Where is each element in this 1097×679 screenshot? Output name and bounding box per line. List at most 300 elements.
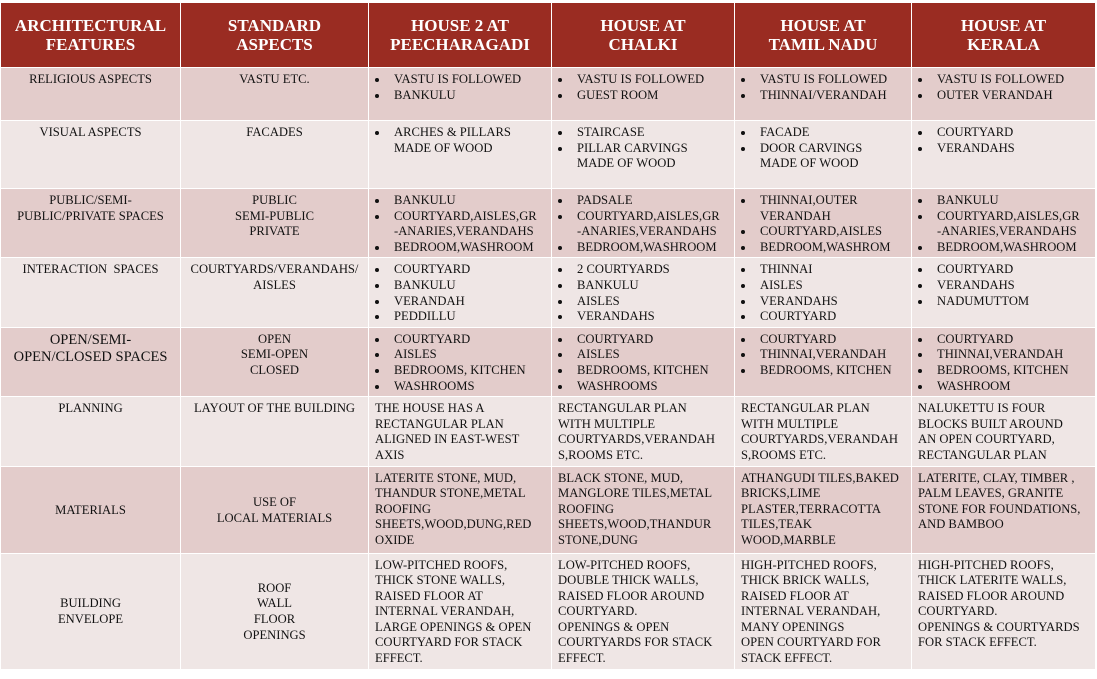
list-item xyxy=(740,309,909,325)
item-line: VERANDAH xyxy=(760,208,831,223)
cell-line: RAISED FLOOR AT xyxy=(741,588,849,603)
cell-line: RAISED FLOOR AROUND xyxy=(558,588,705,603)
cell-line: PUBLIC/PRIVATE SPACES xyxy=(17,208,164,223)
tamilnadu-cell xyxy=(735,553,912,669)
cell-line: AXIS xyxy=(375,447,405,462)
header-line: HOUSE AT xyxy=(780,16,866,35)
bullet-list xyxy=(552,189,734,257)
list-item xyxy=(557,240,732,256)
cell-line: STONE,DUNG xyxy=(558,532,638,547)
cell-line: COURTYARDS FOR STACK xyxy=(558,635,713,650)
header-architectural-features xyxy=(1,3,181,68)
chalki-cell xyxy=(552,327,735,396)
cell-line: OPENINGS & OPEN xyxy=(558,619,670,634)
list-item xyxy=(557,125,732,141)
cell-line: WALL xyxy=(257,596,292,611)
list-item xyxy=(740,141,909,172)
cell-line: ENVELOPE xyxy=(57,612,124,627)
cell-line: AND BAMBOO xyxy=(918,517,1004,532)
item-line: FACADE xyxy=(760,125,810,139)
cell-line: ROOFING xyxy=(375,501,431,516)
list-item xyxy=(740,240,909,256)
cell-line: OPEN/SEMI- xyxy=(49,331,132,348)
cell-line: S,ROOMS ETC. xyxy=(741,447,827,462)
item-line: BANKULU xyxy=(394,193,456,207)
item-line: BANKULU xyxy=(577,277,639,292)
item-line: COURTYARD xyxy=(394,331,471,346)
item-line: VASTU IS FOLLOWED xyxy=(760,72,888,86)
cell-line: LATERITE, CLAY, TIMBER , xyxy=(918,470,1075,485)
chalki-cell xyxy=(552,397,735,466)
item-line: MADE OF WOOD xyxy=(394,140,493,155)
bullet-list xyxy=(735,189,911,257)
list-item xyxy=(374,88,549,104)
tamilnadu-cell xyxy=(735,466,912,553)
item-line: BEDROOMS, KITCHEN xyxy=(760,362,892,377)
cell-line: RELIGIOUS ASPECTS xyxy=(29,72,152,86)
cell-line: HIGH-PITCHED ROOFS, xyxy=(918,557,1054,572)
feature-cell xyxy=(1,466,181,553)
item-line: BANKULU xyxy=(394,277,456,292)
cell-line: VISUAL ASPECTS xyxy=(39,125,142,139)
cell-line: RECTANGULAR PLAN xyxy=(741,401,870,416)
list-item xyxy=(374,262,549,278)
item-line: WASHROOMS xyxy=(394,378,475,393)
cell-line: INTERNAL VERANDAH, xyxy=(741,604,881,619)
item-line: BEDROOM,WASHROOM xyxy=(937,239,1077,254)
cell-line: OPEN COURTYARD FOR xyxy=(741,635,881,650)
aspect-cell xyxy=(181,327,369,396)
cell-line: ROOFING xyxy=(558,501,614,516)
cell-line: THICK LATERITE WALLS, xyxy=(918,573,1067,588)
peecharagadi-cell xyxy=(369,466,552,553)
list-item xyxy=(917,88,1093,104)
list-item xyxy=(374,294,549,310)
list-item xyxy=(917,332,1093,348)
list-item xyxy=(557,88,732,104)
cell-line: INTERNAL VERANDAH, xyxy=(375,604,515,619)
cell-line: LATERITE STONE, MUD, xyxy=(375,470,517,485)
header-line: FEATURES xyxy=(45,35,136,54)
list-item xyxy=(740,193,909,224)
cell-line: TILES,TEAK xyxy=(741,517,812,532)
bullet-list xyxy=(369,189,551,257)
item-line: COURTYARD xyxy=(760,309,837,324)
feature-cell xyxy=(1,397,181,466)
cell-line: ALIGNED IN EAST-WEST xyxy=(375,432,520,447)
chalki-cell xyxy=(552,68,735,121)
list-item xyxy=(374,125,549,156)
item-line: PILLAR CARVINGS xyxy=(577,140,688,155)
kerala-cell xyxy=(912,553,1096,669)
item-line: COURTYARD xyxy=(937,125,1014,139)
header-row xyxy=(1,3,1096,68)
header-line: ARCHITECTURAL xyxy=(14,16,167,35)
chalki-cell xyxy=(552,553,735,669)
item-line: VASTU IS FOLLOWED xyxy=(937,72,1065,86)
item-line: -ANARIES,VERANDAHS xyxy=(577,224,717,239)
list-item xyxy=(557,347,732,363)
header-line: CHALKI xyxy=(608,35,678,54)
cell-line: OPENINGS & COURTYARDS xyxy=(918,619,1080,634)
header-house-peecharagadi xyxy=(369,3,552,68)
item-line: THINNAI,VERANDAH xyxy=(937,347,1064,362)
bullet-list xyxy=(552,258,734,326)
list-item xyxy=(740,88,909,104)
cell-line: THICK STONE WALLS, xyxy=(375,573,506,588)
list-item xyxy=(740,294,909,310)
cell-line: THE HOUSE HAS A xyxy=(375,401,485,416)
list-item xyxy=(374,347,549,363)
item-line: NADUMUTTOM xyxy=(937,293,1030,308)
header-line: HOUSE 2 AT xyxy=(411,16,509,35)
cell-line: THICK BRICK WALLS, xyxy=(741,573,870,588)
item-line: COURTYARD,AISLES,GR xyxy=(394,208,537,223)
cell-line: RECTANGULAR PLAN xyxy=(558,401,687,416)
cell-line: MATERIALS xyxy=(55,502,126,517)
item-line: COURTYARD xyxy=(577,331,654,346)
item-line: THINNAI,VERANDAH xyxy=(760,347,887,362)
list-item xyxy=(740,363,909,379)
list-item xyxy=(917,262,1093,278)
peecharagadi-cell xyxy=(369,189,552,258)
list-item xyxy=(917,240,1093,256)
item-line: AISLES xyxy=(577,293,620,308)
header-house-kerala xyxy=(912,3,1096,68)
bullet-list xyxy=(552,68,734,105)
cell-line: OPEN xyxy=(258,331,291,346)
table-row-building-envelope xyxy=(1,553,1096,669)
item-line: PEDDILLU xyxy=(394,309,456,324)
bullet-list xyxy=(912,68,1095,105)
item-line: -ANARIES,VERANDAHS xyxy=(937,224,1077,239)
item-line: COURTYARD xyxy=(937,262,1014,277)
cell-line: WITH MULTIPLE xyxy=(558,416,656,431)
cell-line: OPEN/CLOSED SPACES xyxy=(13,348,168,365)
cell-line: PRIVATE xyxy=(249,224,300,239)
cell-line: ROOF xyxy=(257,580,292,595)
bullet-list xyxy=(912,189,1095,257)
list-item xyxy=(557,262,732,278)
list-item xyxy=(557,141,732,172)
cell-line: LARGE OPENINGS & OPEN xyxy=(375,619,532,634)
peecharagadi-cell xyxy=(369,258,552,327)
tamilnadu-cell xyxy=(735,189,912,258)
item-line: BEDROOM,WASHROOM xyxy=(394,239,534,254)
list-item xyxy=(740,125,909,141)
item-line: COURTYARD xyxy=(937,331,1014,346)
cell-line: FACADES xyxy=(246,125,303,139)
list-item xyxy=(917,347,1093,363)
bullet-list xyxy=(369,328,551,396)
cell-line: FLOOR xyxy=(253,612,296,627)
cell-line: BRICKS,LIME xyxy=(741,486,821,501)
list-item xyxy=(917,141,1093,157)
bullet-list xyxy=(912,121,1095,158)
cell-line: NALUKETTU IS FOUR xyxy=(918,401,1046,416)
kerala-cell xyxy=(912,466,1096,553)
cell-line: BLOCKS BUILT AROUND xyxy=(918,416,1063,431)
cell-line: LOW-PITCHED ROOFS, xyxy=(375,557,508,572)
cell-line: S,ROOMS ETC. xyxy=(558,447,644,462)
kerala-cell xyxy=(912,189,1096,258)
feature-cell xyxy=(1,121,181,189)
item-line: VERANDAHS xyxy=(760,293,838,308)
tamilnadu-cell xyxy=(735,327,912,396)
kerala-cell xyxy=(912,121,1096,189)
cell-line: USE OF xyxy=(252,494,297,509)
item-line: BEDROOMS, KITCHEN xyxy=(577,362,709,377)
item-line: AISLES xyxy=(394,347,437,362)
cell-line: FOR STACK EFFECT. xyxy=(918,635,1037,650)
item-line: BANKULU xyxy=(394,87,456,102)
aspect-cell xyxy=(181,553,369,669)
item-line: BANKULU xyxy=(937,193,999,207)
list-item xyxy=(740,262,909,278)
header-line: PEECHARAGADI xyxy=(390,35,530,54)
header-line: HOUSE AT xyxy=(600,16,686,35)
cell-line: OXIDE xyxy=(375,532,415,547)
table-row-open-closed-spaces xyxy=(1,327,1096,396)
chalki-cell xyxy=(552,466,735,553)
kerala-cell xyxy=(912,327,1096,396)
list-item xyxy=(557,363,732,379)
list-item xyxy=(917,72,1093,88)
feature-cell xyxy=(1,327,181,396)
cell-line: COURTYARD FOR STACK xyxy=(375,635,523,650)
list-item xyxy=(740,224,909,240)
list-item xyxy=(917,278,1093,294)
cell-line: BLACK STONE, MUD, xyxy=(558,470,684,485)
cell-line: MANY OPENINGS xyxy=(741,619,845,634)
list-item xyxy=(374,379,549,395)
item-line: BEDROOM,WASHROM xyxy=(760,239,891,254)
list-item xyxy=(374,278,549,294)
cell-line: PLASTER,TERRACOTTA xyxy=(741,501,881,516)
item-line: BEDROOM,WASHROOM xyxy=(577,239,717,254)
table-row-visual-aspects xyxy=(1,121,1096,189)
cell-line: SEMI-PUBLIC xyxy=(234,208,315,223)
chalki-cell xyxy=(552,258,735,327)
cell-line: ATHANGUDI TILES,BAKED xyxy=(741,470,899,485)
cell-line: AN OPEN COURTYARD, xyxy=(918,432,1055,447)
peecharagadi-cell xyxy=(369,397,552,466)
feature-cell xyxy=(1,68,181,121)
header-line: STANDARD xyxy=(227,16,322,35)
cell-line: WITH MULTIPLE xyxy=(741,416,839,431)
aspect-cell xyxy=(181,189,369,258)
item-line: VASTU IS FOLLOWED xyxy=(394,72,522,86)
aspect-cell xyxy=(181,258,369,327)
cell-line: CLOSED xyxy=(250,362,299,377)
bullet-list xyxy=(552,328,734,396)
header-line: KERALA xyxy=(967,35,1040,54)
list-item xyxy=(917,363,1093,379)
list-item xyxy=(557,72,732,88)
item-line: THINNAI/VERANDAH xyxy=(760,87,887,102)
cell-line: DOUBLE THICK WALLS, xyxy=(558,573,699,588)
item-line: PADSALE xyxy=(577,193,633,207)
list-item xyxy=(374,209,549,240)
bullet-list xyxy=(912,258,1095,311)
peecharagadi-cell xyxy=(369,121,552,189)
item-line: VERANDAH xyxy=(394,293,465,308)
cell-line: AISLES xyxy=(253,277,296,292)
item-line: WASHROOM xyxy=(937,378,1011,393)
cell-line: HIGH-PITCHED ROOFS, xyxy=(741,557,877,572)
bullet-list xyxy=(912,328,1095,396)
item-line: AISLES xyxy=(760,277,803,292)
table-row-public-private-spaces xyxy=(1,189,1096,258)
item-line: COURTYARD,AISLES,GR xyxy=(937,208,1080,223)
list-item xyxy=(374,72,549,88)
header-house-chalki xyxy=(552,3,735,68)
cell-line: LOW-PITCHED ROOFS, xyxy=(558,557,691,572)
cell-line: INTERACTION SPACES xyxy=(22,262,159,277)
bullet-list xyxy=(735,328,911,381)
item-line: 2 COURTYARDS xyxy=(577,262,670,277)
cell-line: COURTYARD. xyxy=(558,604,638,619)
aspect-cell xyxy=(181,121,369,189)
cell-line: RECTANGULAR PLAN xyxy=(375,416,504,431)
cell-line: VASTU ETC. xyxy=(239,72,310,86)
item-line: COURTYARD xyxy=(394,262,471,277)
list-item xyxy=(740,332,909,348)
peecharagadi-cell xyxy=(369,553,552,669)
item-line: COURTYARD,AISLES xyxy=(760,224,883,239)
item-line: THINNAI xyxy=(760,262,813,277)
bullet-list xyxy=(369,68,551,105)
list-item xyxy=(917,379,1093,395)
bullet-list xyxy=(735,258,911,326)
list-item xyxy=(740,72,909,88)
peecharagadi-cell xyxy=(369,68,552,121)
cell-line: RAISED FLOOR AT xyxy=(375,588,483,603)
bullet-list xyxy=(552,121,734,174)
list-item xyxy=(374,240,549,256)
table-row-materials xyxy=(1,466,1096,553)
list-item xyxy=(557,278,732,294)
item-line: STAIRCASE xyxy=(577,125,645,139)
cell-line: COURTYARDS,VERANDAH xyxy=(741,432,899,447)
list-item xyxy=(374,332,549,348)
item-line: OUTER VERANDAH xyxy=(937,87,1053,102)
header-house-tamil-nadu xyxy=(735,3,912,68)
item-line: VERANDAHS xyxy=(577,309,655,324)
cell-line: SEMI-OPEN xyxy=(240,347,309,362)
cell-line: STACK EFFECT. xyxy=(741,651,833,666)
cell-line: COURTYARD. xyxy=(918,604,998,619)
aspect-cell xyxy=(181,466,369,553)
item-line: ARCHES & PILLARS xyxy=(394,125,511,139)
chalki-cell xyxy=(552,189,735,258)
cell-line: THANDUR STONE,METAL xyxy=(375,486,526,501)
list-item xyxy=(557,379,732,395)
list-item xyxy=(557,209,732,240)
bullet-list xyxy=(735,121,911,174)
cell-line: WOOD,MARBLE xyxy=(741,532,836,547)
aspect-cell xyxy=(181,68,369,121)
table-row-religious-aspects xyxy=(1,68,1096,121)
item-line: VASTU IS FOLLOWED xyxy=(577,72,705,86)
cell-line: BUILDING xyxy=(60,596,121,611)
cell-line: OPENINGS xyxy=(243,627,306,642)
cell-line: SHEETS,WOOD,DUNG,RED xyxy=(375,517,532,532)
cell-line: PUBLIC xyxy=(252,193,297,207)
feature-cell xyxy=(1,258,181,327)
kerala-cell xyxy=(912,258,1096,327)
cell-line: PUBLIC/SEMI- xyxy=(49,193,132,207)
chalki-cell xyxy=(552,121,735,189)
item-line: BEDROOMS, KITCHEN xyxy=(394,362,526,377)
list-item xyxy=(557,309,732,325)
feature-cell xyxy=(1,189,181,258)
cell-line: COURTYARDS/VERANDAHS/ xyxy=(190,262,359,277)
list-item xyxy=(557,294,732,310)
bullet-list xyxy=(369,258,551,326)
tamilnadu-cell xyxy=(735,258,912,327)
cell-line: RECTANGULAR PLAN xyxy=(918,447,1047,462)
table-row-interaction-spaces xyxy=(1,258,1096,327)
header-line: HOUSE AT xyxy=(960,16,1047,35)
item-line: VERANDAHS xyxy=(937,140,1015,155)
list-item xyxy=(917,193,1093,209)
feature-cell xyxy=(1,553,181,669)
item-line: MADE OF WOOD xyxy=(577,156,676,171)
list-item xyxy=(557,193,732,209)
item-line: -ANARIES,VERANDAHS xyxy=(394,224,534,239)
peecharagadi-cell xyxy=(369,327,552,396)
list-item xyxy=(374,309,549,325)
tamilnadu-cell xyxy=(735,68,912,121)
cell-line: PLANNING xyxy=(58,401,123,416)
bullet-list xyxy=(735,68,911,105)
item-line: THINNAI,OUTER xyxy=(760,193,858,207)
cell-line: EFFECT. xyxy=(375,651,423,666)
header-line: TAMIL NADU xyxy=(768,35,878,54)
cell-line: COURTYARDS,VERANDAH xyxy=(558,432,716,447)
list-item xyxy=(374,363,549,379)
list-item xyxy=(917,125,1093,141)
header-standard-aspects xyxy=(181,3,369,68)
cell-line: STONE FOR FOUNDATIONS, xyxy=(918,501,1081,516)
table-row-planning xyxy=(1,397,1096,466)
item-line: COURTYARD,AISLES,GR xyxy=(577,208,720,223)
item-line: GUEST ROOM xyxy=(577,87,659,102)
cell-line: RAISED FLOOR AROUND xyxy=(918,588,1065,603)
item-line: MADE OF WOOD xyxy=(760,156,859,171)
item-line: VERANDAHS xyxy=(937,277,1015,292)
cell-line: PALM LEAVES, GRANITE xyxy=(918,486,1064,501)
cell-line: LAYOUT OF THE BUILDING xyxy=(193,401,356,416)
list-item xyxy=(917,294,1093,310)
item-line: COURTYARD xyxy=(760,331,837,346)
tamilnadu-cell xyxy=(735,121,912,189)
tamilnadu-cell xyxy=(735,397,912,466)
cell-line: MANGLORE TILES,METAL xyxy=(558,486,713,501)
cell-line: EFFECT. xyxy=(558,651,606,666)
cell-line: LOCAL MATERIALS xyxy=(216,510,333,525)
list-item xyxy=(557,332,732,348)
item-line: BEDROOMS, KITCHEN xyxy=(937,362,1069,377)
list-item xyxy=(740,278,909,294)
kerala-cell xyxy=(912,397,1096,466)
kerala-cell xyxy=(912,68,1096,121)
bullet-list xyxy=(369,121,551,158)
list-item xyxy=(917,209,1093,240)
header-line: ASPECTS xyxy=(236,35,313,54)
item-line: AISLES xyxy=(577,347,620,362)
